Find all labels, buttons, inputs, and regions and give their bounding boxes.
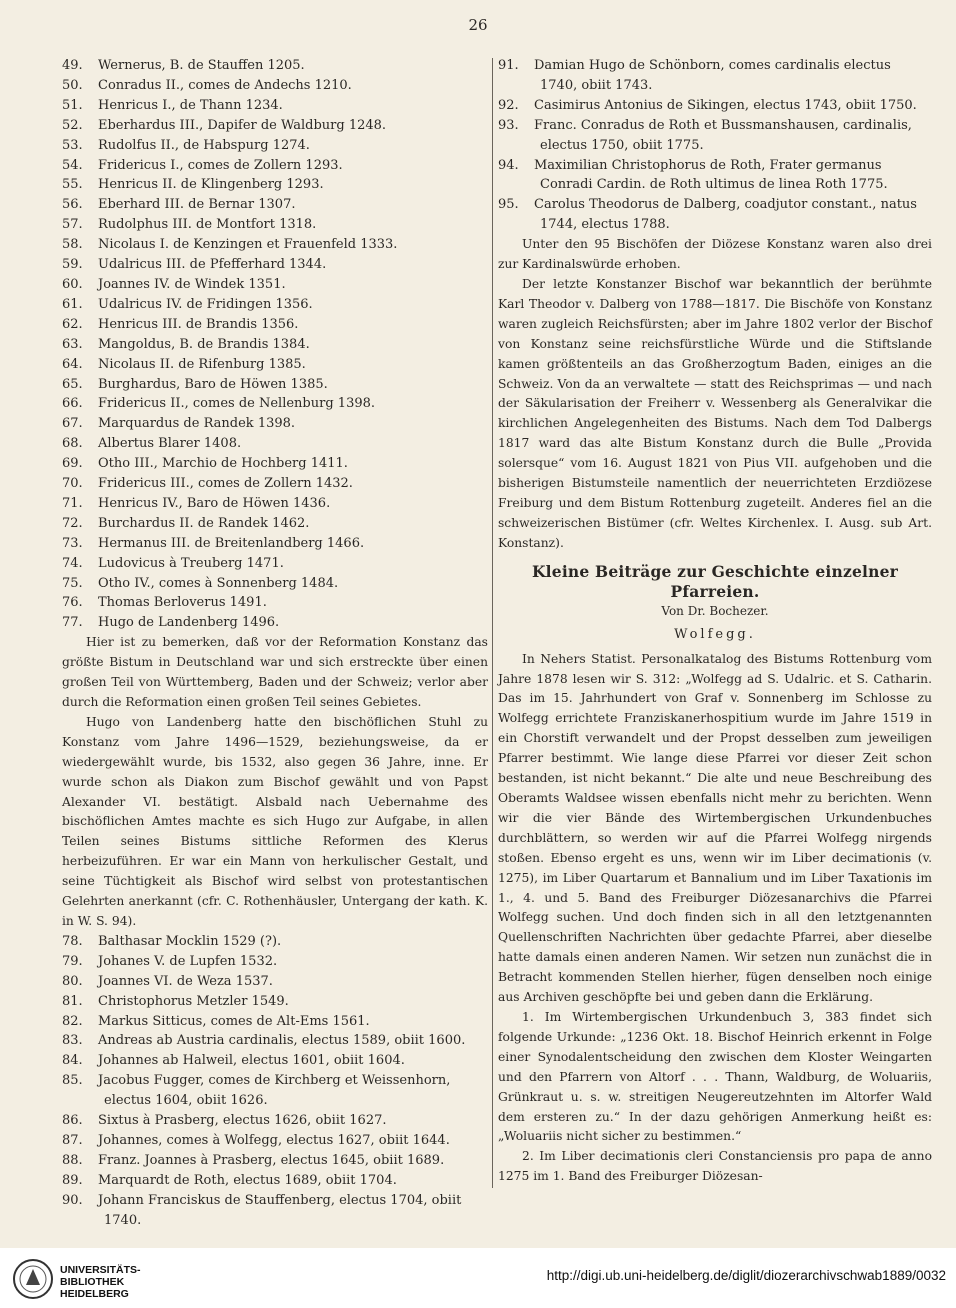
list-item: 94. Maximilian Christophorus de Roth, Frater germanus Conradi Cardin. de Roth ultimus de linea Roth 1775. [498,157,888,193]
list-item: 60. Joannes IV. de Windek 1351. [62,276,286,292]
list-item: 71. Henricus IV., Baro de Höwen 1436. [62,495,331,511]
list-item: 49. Wernerus, B. de Stauffen 1205. [62,58,305,73]
list-item: 69. Otho III., Marchio de Hochberg 1411. [62,456,348,472]
paragraph: 2. Im Liber decimationis cleri Constanciensis pro papa de anno 1275 im 1. Band des Freiburger Diözesan- [498,1149,932,1184]
list-item: 74. Ludovicus à Treuberg 1471. [62,555,284,571]
left-column [62,56,488,1230]
source-url[interactable]: http://digi.ub.uni-heidelberg.de/diglit/diozerarchivschwab1889/0032 [546,1268,946,1283]
list-item: 70. Fridericus III., comes de Zollern 1432. [62,476,353,492]
university-seal-icon [12,1258,54,1300]
paragraph: 1. Im Wirtembergischen Urkundenbuch 3, 383 findet sich folgende Urkunde: „1236 Okt. 18. Bischof Heinrich erkennt in Folge einer Synodalentscheidung den zwischen dem Kloster Weingarten und den Pfarrern von Altorf . . . Thann, Waldburg, de Woluariis, Grünkraut u. s. w. streitigen Neugereutzehnten im Altorfer Wald dem ersteren zu.“ In der dazu gehörigen Anmerkung heißt es: „Woluariis nicht sicher zu bestimmen.“ [498,1009,932,1144]
column-divider [492,58,493,1188]
list-item: 66. Fridericus II., comes de Nellenburg 1398. [62,396,376,412]
list-item: 57. Rudolphus III. de Montfort 1318. [62,217,317,233]
paragraph: Hier ist zu bemerken, daß vor der Reformation Konstanz das größte Bistum in Deutschland war und sich erstreckte über einen großen Teil von Württemberg, Baden und der Schweiz; verlor aber durch die Reformation einen großen Teil seines Gebietes. [62,635,488,709]
list-item: 58. Nicolaus I. de Kenzingen et Frauenfeld 1333. [62,237,398,253]
page-number: 26 [468,16,488,34]
bishop-list-part-2 [62,932,488,1231]
list-item: 84. Johannes ab Halweil, electus 1601, obiit 1604. [62,1053,405,1069]
list-item: 55. Henricus II. de Klingenberg 1293. [62,177,324,193]
list-item: 82. Markus Sitticus, comes de Alt-Ems 1561. [62,1013,370,1029]
list-item: 90. Johann Franciskus de Stauffenberg, electus 1704, obiit 1740. [62,1192,462,1228]
author-byline: Von Dr. Bochezer. [661,603,769,618]
paragraph: Der letzte Konstanzer Bischof war bekanntlich der berühmte Karl Theodor v. Dalberg von 1788—1817. Die Bischöfe von Konstanz waren zugleich Reichsfürsten; aber im Jahre 1802 verlor der Bischof von Konstanz seine reichsfürstliche Würde und die Stiftslande kamen größtenteils an das Großherzogtum Baden, einiges an die Schweiz. Von da an verwaltete — statt des Reichsprimas — und nach der Säkularisation der Freiherr v. Wessenberg als Generalvikar die kirchlichen Angelegenheiten des Bistums. Nach dem Tod Dalbergs 1817 ward das alte Bistum Konstanz durch die Bulle „Provida solersque“ vom 16. August 1821 von Pius VII. aufgehoben und die bisherigen Bistumsteile namentlich der neuerrichteten Erzdiözese Freiburg und dem Bistum Rottenburg zugeteilt. Anderes fiel an die schweizerischen Bistümer (cfr. Weltes Kirchenlex. I. Ausg. sub Art. Konstanz). [498,276,932,550]
list-item: 61. Udalricus IV. de Fridingen 1356. [62,296,313,312]
list-item: 93. Franc. Conradus de Roth et Bussmanshausen, cardinalis, electus 1750, obiit 1775. [498,117,912,153]
list-item: 53. Rudolfus II., de Habspurg 1274. [62,137,310,153]
list-item: 92. Casimirus Antonius de Sikingen, electus 1743, obiit 1750. [498,97,917,113]
list-item: 85. Jacobus Fugger, comes de Kirchberg et Weissenhorn, electus 1604, obiit 1626. [62,1073,451,1109]
list-item: 83. Andreas ab Austria cardinalis, electus 1589, obiit 1600. [62,1033,466,1049]
list-item: 88. Franz. Joannes à Prasberg, electus 1645, obiit 1689. [62,1152,445,1168]
footer-bar [0,1248,956,1308]
section-heading: Kleine Beiträge zur Geschichte einzelner Pfarreien. [532,561,898,601]
list-item: 54. Fridericus I., comes de Zollern 1293. [62,157,343,173]
library-name: UNIVERSITÄTS- BIBLIOTHEK HEIDELBERG [60,1264,141,1300]
list-item: 81. Christophorus Metzler 1549. [62,993,289,1009]
bishop-list-part-3 [498,56,932,235]
list-item: 68. Albertus Blarer 1408. [62,436,242,452]
right-column [498,56,932,1187]
list-item: 64. Nicolaus II. de Rifenburg 1385. [62,356,306,372]
list-item: 87. Johannes, comes à Wolfegg, electus 1627, obiit 1644. [62,1132,450,1148]
list-item: 73. Hermanus III. de Breitenlandberg 1466. [62,535,365,551]
list-item: 56. Eberhard III. de Bernar 1307. [62,197,296,213]
list-item: 76. Thomas Berloverus 1491. [62,595,267,611]
list-item: 62. Henricus III. de Brandis 1356. [62,316,299,332]
paragraph: Unter den 95 Bischöfen der Diözese Konstanz waren also drei zur Kardinalswürde erhoben. [498,237,932,272]
place-title: Wolfegg. [674,626,756,642]
list-item: 50. Conradus II., comes de Andechs 1210. [62,77,352,93]
list-item: 72. Burchardus II. de Randek 1462. [62,515,310,531]
list-item: 59. Udalricus III. de Pfefferhard 1344. [62,257,327,273]
list-item: 79. Johanes V. de Lupfen 1532. [62,953,278,969]
list-item: 77. Hugo de Landenberg 1496. [62,615,280,631]
list-item: 63. Mangoldus, B. de Brandis 1384. [62,336,310,352]
list-item: 86. Sixtus à Prasberg, electus 1626, obiit 1627. [62,1113,387,1129]
list-item: 89. Marquardt de Roth, electus 1689, obiit 1704. [62,1172,397,1188]
list-item: 91. Damian Hugo de Schönborn, comes cardinalis electus 1740, obiit 1743. [498,58,891,93]
list-item: 67. Marquardus de Randek 1398. [62,416,296,432]
list-item: 95. Carolus Theodorus de Dalberg, coadjutor constant., natus 1744, electus 1788. [498,197,917,233]
list-item: 75. Otho IV., comes à Sonnenberg 1484. [62,575,339,591]
paragraph: In Nehers Statist. Personalkatalog des Bistums Rottenburg vom Jahre 1878 lesen wir S. 312: „Wolfegg ad S. Udalric. et S. Catharin. Das im 15. Jahrhundert von Graf v. Sonnenberg im Schlosse zu Wolfegg errichtete Franziskanerhospitium wurde im Jahre 1519 in ein Chorstift verwandelt und der Propst desselben zum jeweiligen Pfarrer bestimmt. Wie lange diese Pfarrei vor dieser Zeit schon bestanden, ist nicht bekannt.“ Die alte und neue Beschreibung des Oberamts Waldsee wissen ebenfalls nicht mehr zu berichten. Wenn wir die vier Bände des Wirtembergischen Urkundenbuches durchblättern, so werden wir auf die Pfarrei Wolfegg nirgends stoßen. Ebenso ergeht es uns, wenn wir im Liber decimationis (v. 1275), im Liber Quartarum et Bannalium und im Liber Taxationis im 1., 4. und 5. Band des Freiburger Diözesanarchivs die Pfarrei Wolfegg suchen. Und doch finden sich in all den letztgenannten Quellenschriften Nachrichten über gedachte Pfarrei, aber dieselbe hatte damals einen anderen Namen. Wir setzen nun zunächst die in Betracht kommenden Stellen hierher, fügen denselben noch einige aus Archiven geschöpfte bei und geben dann die Erklärung. [498,651,932,1005]
list-item: 80. Joannes VI. de Weza 1537. [62,973,273,989]
paragraph: Hugo von Landenberg hatte den bischöflichen Stuhl zu Konstanz vom Jahre 1496—1529, beziehungsweise, da er wiedergewählt wurde, bis 1532, also gegen 36 Jahre, inne. Er wurde schon als Diakon zum Bischof gewählt und von Papst Alexander VI. bestätigt. Alsbald nach Uebernahme des bischöflichen Amtes machte es sich Hugo zur Aufgabe, in allen Teilen seines Bistums sittliche Reformen des Klerus herbeizuführen. Er war ein Mann von herkulischer Gestalt, und seine Tüchtigkeit als Bischof wird selbst von protestantischen Gelehrten anerkannt (cfr. C. Rothenhäusler, Untergang der kath. K. in W. S. 94). [62,714,488,928]
list-item: 65. Burghardus, Baro de Höwen 1385. [62,376,328,392]
bishop-list-part-1 [62,56,488,633]
list-item: 52. Eberhardus III., Dapifer de Waldburg 1248. [62,117,387,133]
list-item: 78. Balthasar Mocklin 1529 (?). [62,933,282,949]
list-item: 51. Henricus I., de Thann 1234. [62,97,283,113]
